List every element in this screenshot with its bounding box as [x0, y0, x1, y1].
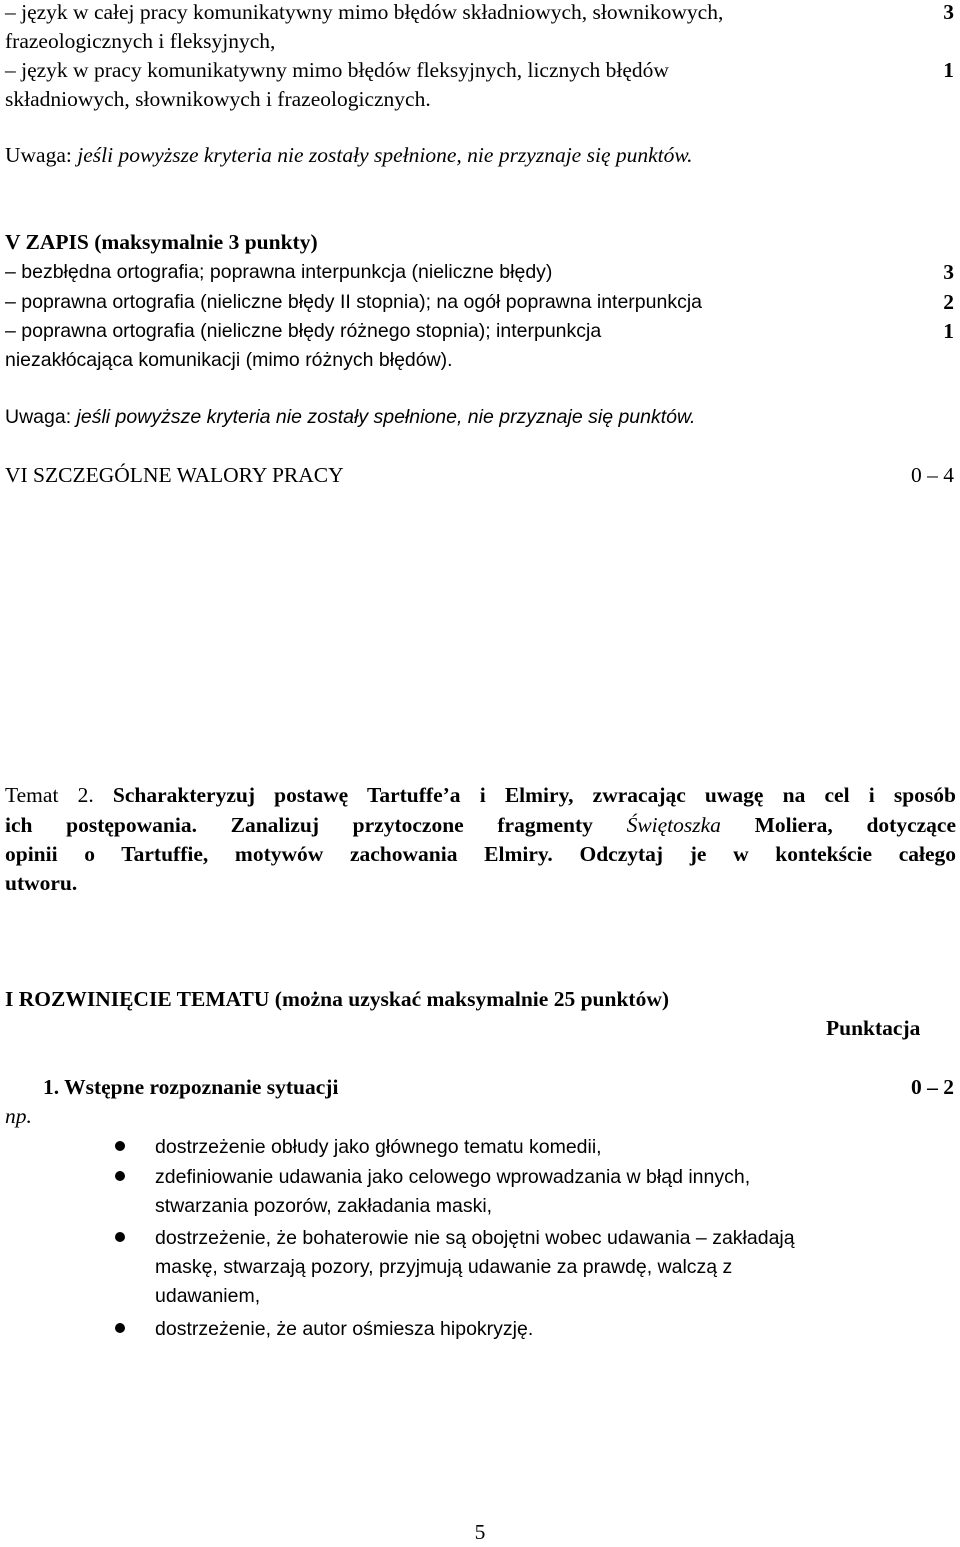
topic-label: Temat 2. [5, 783, 94, 807]
points-language-2: 1 [943, 58, 954, 82]
language-criterion-2-cont: składniowych, słownikowych i frazeologicznych. [5, 87, 431, 111]
topic-line-1 [5, 781, 956, 810]
language-criterion-2: – język w pracy komunikatywny mimo błędów fleksyjnych, licznych błędów [5, 58, 669, 82]
section-v-item-1: – bezbłędna ortografia; poprawna interpunkcja (nieliczne błędy) [5, 261, 553, 283]
subsection-points: 0 – 2 [911, 1075, 954, 1099]
topic-text-2b: Moliera, dotyczące [754, 813, 957, 837]
section-v-note [5, 403, 695, 432]
list-item: dostrzeżenie, że autor ośmiesza hipokryzję. [155, 1318, 534, 1340]
section-i-heading: I ROZWINIĘCIE TEMATU (można uzyskać maksymalnie 25 punktów) [5, 987, 670, 1011]
list-item-cont: udawaniem, [155, 1285, 261, 1307]
section-v-item-3: – poprawna ortografia (nieliczne błędy różnego stopnia); interpunkcja [5, 320, 602, 342]
note-prefix: Uwaga: [5, 406, 77, 428]
page-number: 5 [474, 1520, 486, 1544]
topic-line-3: opinii o Tartuffie, motywów zachowania Elmiry. Odczytaj je w kontekście całego [5, 842, 956, 866]
bullet-icon [115, 1141, 125, 1151]
section-vi-heading: VI SZCZEGÓLNE WALORY PRACY [5, 463, 344, 487]
section-v-points-3: 1 [943, 319, 954, 343]
language-note [5, 141, 693, 170]
topic-line-2 [5, 811, 956, 840]
topic-text-2a: ich postępowania. Zanalizuj przytoczone fragmenty [5, 813, 593, 837]
note-text: jeśli powyższe kryteria nie zostały spełnione, nie przyznaje się punktów. [76, 406, 696, 428]
punktacja-label: Punktacja [826, 1016, 921, 1040]
note-prefix: Uwaga: [5, 143, 78, 167]
section-vi-points: 0 – 4 [911, 463, 954, 487]
section-v-points-2: 2 [943, 290, 954, 314]
section-v-item-2: – poprawna ortografia (nieliczne błędy II stopnia); na ogół poprawna interpunkcja [5, 291, 703, 313]
work-title: Świętoszka [626, 813, 721, 837]
list-item-cont: maskę, stwarzają pozory, przyjmują udawanie za prawdę, walczą z [155, 1256, 733, 1278]
note-text: jeśli powyższe kryteria nie zostały spełnione, nie przyznaje się punktów. [77, 143, 693, 167]
list-item-cont: stwarzania pozorów, zakładania maski, [155, 1195, 493, 1217]
section-v-item-3-cont: niezakłócająca komunikacji (mimo różnych błędów). [5, 349, 453, 371]
topic-text-1: Scharakteryzuj postawę Tartuffe’a i Elmiry, zwracając uwagę na cel i sposób [112, 783, 957, 807]
section-v-heading: V ZAPIS (maksymalnie 3 punkty) [5, 230, 318, 254]
list-item: dostrzeżenie, że bohaterowie nie są obojętni wobec udawania – zakładają [155, 1227, 795, 1249]
np-label: np. [5, 1104, 32, 1128]
points-language-1: 3 [943, 0, 954, 24]
bullet-icon [115, 1171, 125, 1181]
section-v-points-1: 3 [943, 260, 954, 284]
list-item: zdefiniowanie udawania jako celowego wprowadzania w błąd innych, [155, 1166, 751, 1188]
language-criterion-1: – język w całej pracy komunikatywny mimo błędów składniowych, słownikowych, [5, 0, 724, 24]
bullet-icon [115, 1323, 125, 1333]
topic-line-4: utworu. [5, 871, 78, 895]
language-criterion-1-cont: frazeologicznych i fleksyjnych, [5, 29, 276, 53]
subsection-heading: 1. Wstępne rozpoznanie sytuacji [43, 1075, 339, 1099]
bullet-icon [115, 1232, 125, 1242]
list-item: dostrzeżenie obłudy jako głównego tematu komedii, [155, 1136, 602, 1158]
